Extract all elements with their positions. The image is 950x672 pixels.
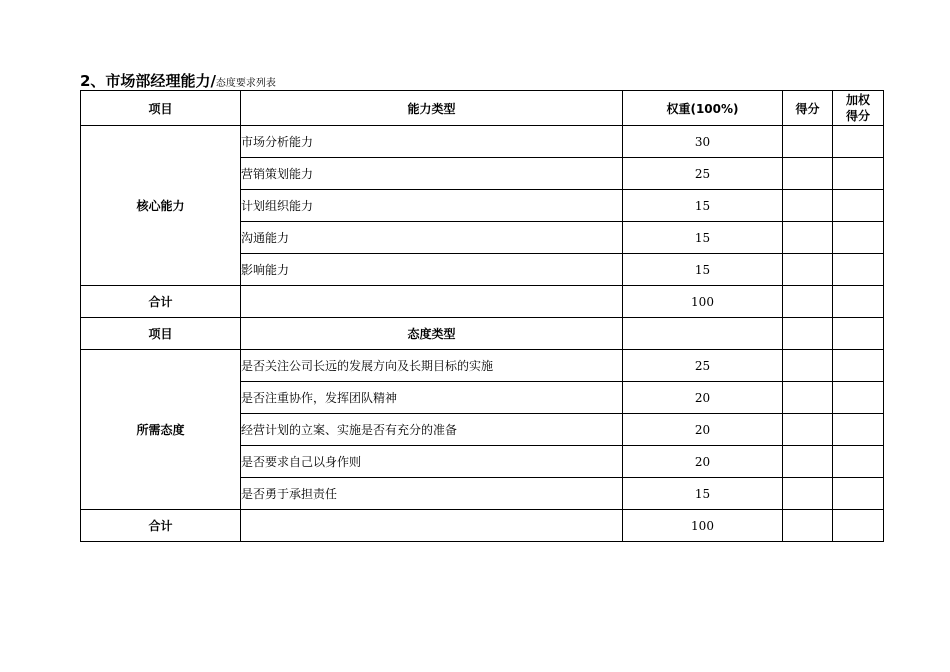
heading-main: 2、市场部经理能力/	[80, 72, 216, 90]
score-cell	[783, 414, 833, 446]
weighted-score-cell	[833, 126, 884, 158]
heading-sub: 态度要求列表	[215, 78, 276, 89]
weighted-score-cell	[833, 478, 884, 510]
empty-cell	[241, 286, 623, 318]
attitude-header-row	[81, 318, 884, 350]
weighted-score-cell	[833, 382, 884, 414]
header-weighted-score	[833, 91, 884, 126]
score-cell	[783, 254, 833, 286]
score-cell	[783, 126, 833, 158]
attitude-name: 是否要求自己以身作则	[241, 446, 623, 478]
weighted-score-cell	[833, 414, 884, 446]
weighted-score-cell	[833, 446, 884, 478]
attitude-name: 是否注重协作，发挥团队精神	[241, 382, 623, 414]
core-ability-weight: 15	[623, 254, 783, 286]
score-cell	[783, 158, 833, 190]
core-ability-label: 核心能力	[81, 126, 241, 286]
attitude-total-weight: 100	[623, 510, 783, 542]
core-ability-name: 计划组织能力	[241, 190, 623, 222]
header-weighted-score-line2: 得分	[845, 109, 870, 123]
score-cell	[783, 222, 833, 254]
score-cell	[783, 446, 833, 478]
attitude-name: 经营计划的立案、实施是否有充分的准备	[241, 414, 623, 446]
score-cell	[783, 190, 833, 222]
attitude-name: 是否勇于承担责任	[241, 478, 623, 510]
core-ability-name: 市场分析能力	[241, 126, 623, 158]
weighted-score-cell	[833, 190, 884, 222]
header-item: 项目	[81, 91, 241, 126]
core-total-label: 合计	[81, 286, 241, 318]
score-cell	[783, 350, 833, 382]
score-cell	[783, 382, 833, 414]
empty-cell	[783, 318, 833, 350]
score-cell	[783, 510, 833, 542]
header-weighted-score-line1: 加权	[845, 93, 870, 107]
attitude-header-item: 项目	[81, 318, 241, 350]
empty-cell	[241, 510, 623, 542]
table-row	[81, 126, 884, 158]
core-ability-name: 影响能力	[241, 254, 623, 286]
core-ability-name: 营销策划能力	[241, 158, 623, 190]
ability-attitude-table	[80, 90, 884, 542]
attitude-label: 所需态度	[81, 350, 241, 510]
attitude-weight: 20	[623, 446, 783, 478]
weighted-score-cell	[833, 350, 884, 382]
table-row	[81, 350, 884, 382]
core-total-weight: 100	[623, 286, 783, 318]
core-ability-weight: 15	[623, 222, 783, 254]
core-ability-weight: 30	[623, 126, 783, 158]
core-ability-weight: 15	[623, 190, 783, 222]
core-ability-name: 沟通能力	[241, 222, 623, 254]
weighted-score-cell	[833, 254, 884, 286]
score-cell	[783, 286, 833, 318]
weighted-score-cell	[833, 510, 884, 542]
attitude-total-label: 合计	[81, 510, 241, 542]
attitude-name: 是否关注公司长远的发展方向及长期目标的实施	[241, 350, 623, 382]
score-cell	[783, 478, 833, 510]
header-ability-type: 能力类型	[241, 91, 623, 126]
empty-cell	[623, 318, 783, 350]
attitude-weight: 25	[623, 350, 783, 382]
attitude-header-type: 态度类型	[241, 318, 623, 350]
core-total-row	[81, 286, 884, 318]
attitude-total-row	[81, 510, 884, 542]
attitude-weight: 20	[623, 382, 783, 414]
attitude-weight: 20	[623, 414, 783, 446]
core-ability-weight: 25	[623, 158, 783, 190]
empty-cell	[833, 318, 884, 350]
header-score: 得分	[783, 91, 833, 126]
weighted-score-cell	[833, 222, 884, 254]
header-weight: 权重(100%)	[623, 91, 783, 126]
table-header-row	[81, 91, 884, 126]
weighted-score-cell	[833, 286, 884, 318]
attitude-weight: 15	[623, 478, 783, 510]
weighted-score-cell	[833, 158, 884, 190]
